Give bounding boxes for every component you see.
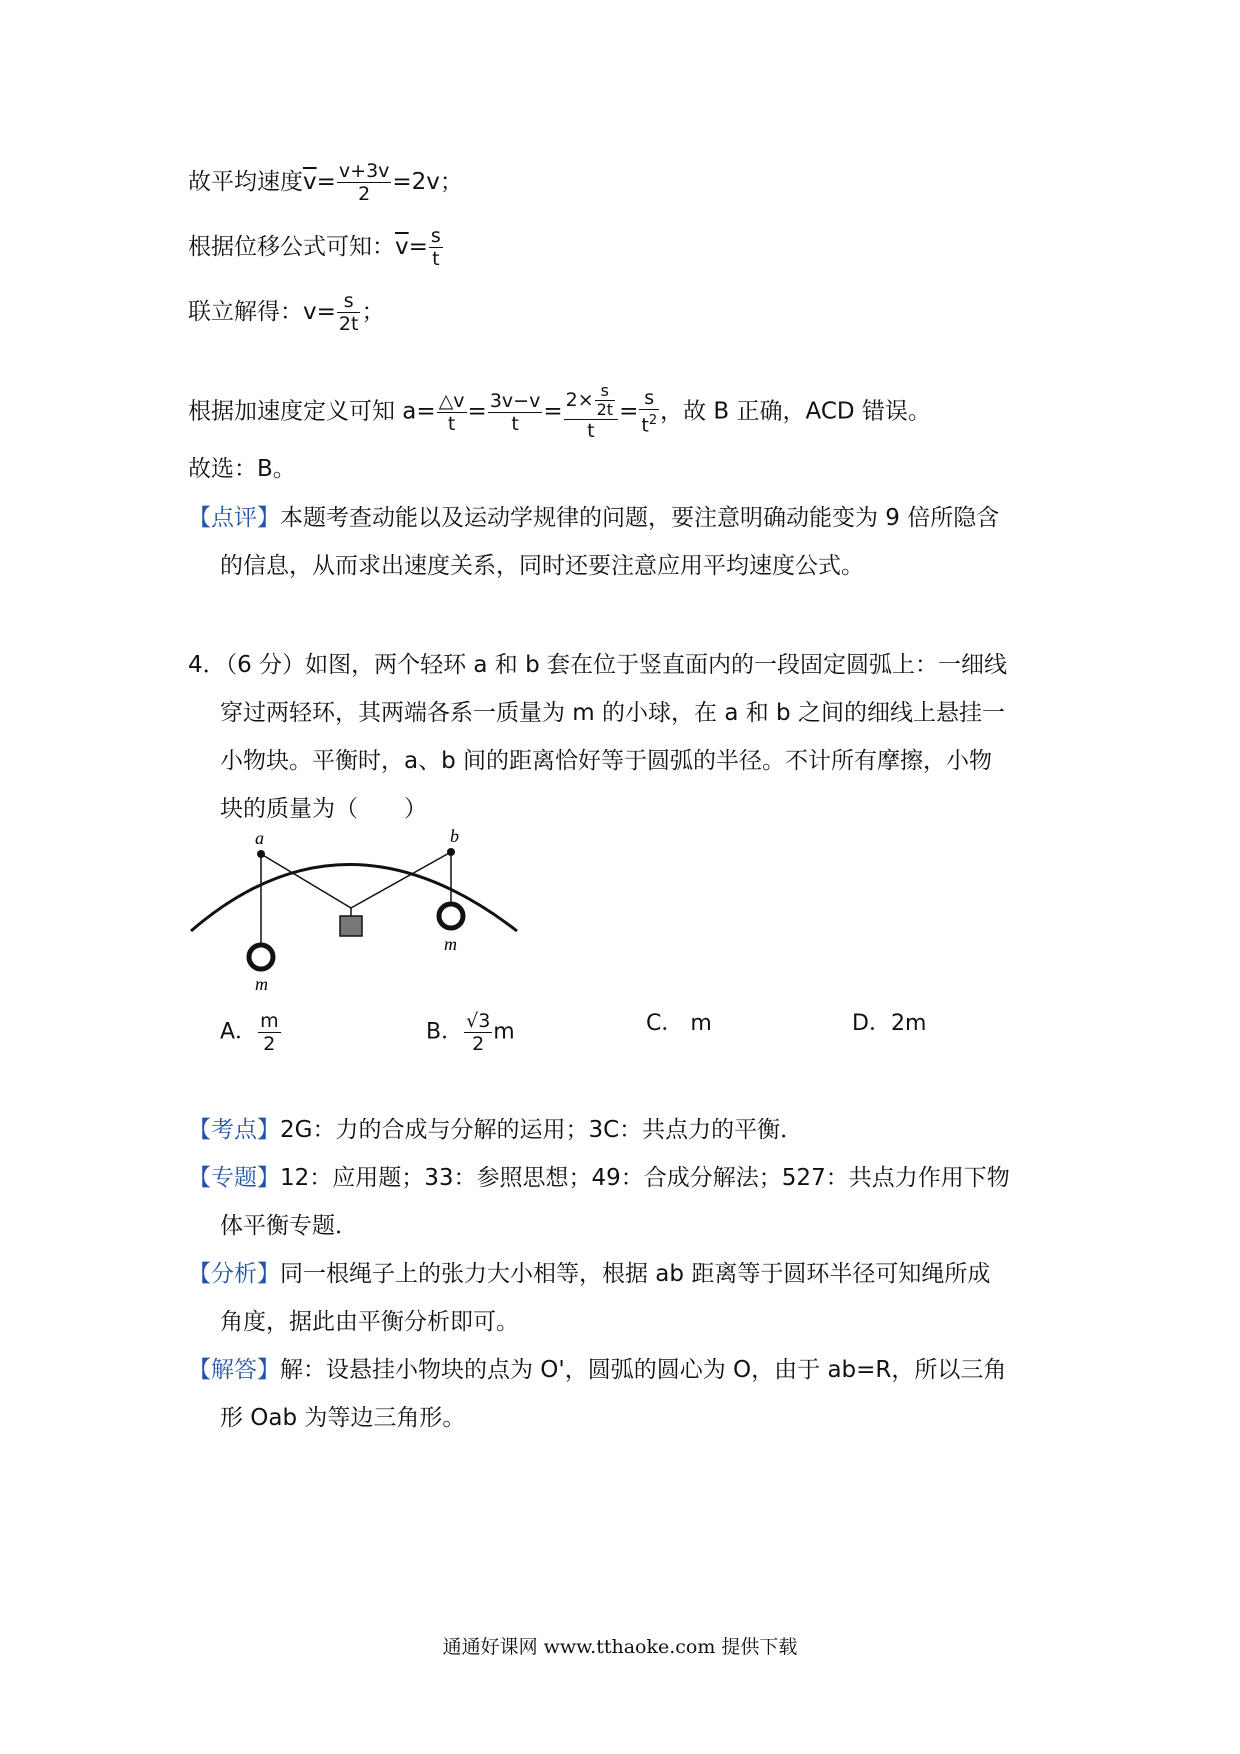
fraction: $\frac{s}{t^2}$	[641, 387, 658, 437]
comment-line-1: 【点评】本题考查动能以及运动学规律的问题，要注意明确动能变为 9 倍所隐含	[188, 505, 1000, 531]
fraction: $\frac{3v-v}{t}$	[489, 389, 541, 435]
block	[340, 916, 362, 936]
question-line-3: 小物块。平衡时，a、b 间的距离恰好等于圆弧的半径。不计所有摩擦，小物	[220, 748, 993, 774]
fenxi-line-2: 角度，据此由平衡分析即可。	[220, 1309, 519, 1335]
fraction: $\frac{√3}{2}$	[466, 1010, 491, 1055]
kaodian-line: 【考点】2G：力的合成与分解的运用；3C：共点力的平衡．	[188, 1117, 804, 1143]
option-a: A． $\frac{m}{2}$	[220, 1010, 279, 1055]
string-mid-right	[351, 852, 451, 908]
jieda-line-2: 形 Oab 为等边三角形。	[220, 1405, 466, 1431]
footer: 通通好课网 www.tthaoke.com 提供下载	[442, 1636, 798, 1658]
ball-right	[439, 904, 463, 928]
fenxi-line-1: 【分析】同一根绳子上的张力大小相等，根据 ab 距离等于圆环半径可知绳所成	[188, 1261, 991, 1287]
label-a: a	[255, 828, 264, 848]
fraction: $\frac{v+3v}{2}$	[338, 160, 390, 205]
comment-tag: 【点评】	[188, 505, 280, 531]
fraction: $\frac{s}{t}$	[430, 225, 441, 270]
kaodian-tag: 【考点】	[188, 1117, 280, 1143]
arc-rings-figure	[185, 828, 525, 1000]
option-c: C． m	[646, 1011, 712, 1036]
label-m-left: m	[255, 974, 268, 994]
fraction: $\frac{\triangle v}{t}$	[438, 389, 465, 435]
option-b: B． $\frac{√3}{2}$ m	[426, 1010, 515, 1055]
jieda-line-1: 【解答】解：设悬挂小物块的点为 O'，圆弧的圆心为 O，由于 ab=R，所以三角	[188, 1357, 1007, 1383]
jieda-tag: 【解答】	[188, 1357, 280, 1383]
avg-velocity-line: 故平均速度$\overline{v}=$ $\frac{v+3v}{2}$ =2v；	[188, 160, 463, 205]
fraction: $\frac{s}{2t}$	[338, 290, 359, 335]
displacement-line: 根据位移公式可知：$\overline{v}=$ $\frac{s}{t}$	[188, 225, 441, 270]
question-line-2: 穿过两轻环，其两端各系一质量为 m 的小球，在 a 和 b 之间的细线上悬挂一	[220, 700, 1005, 726]
solve-line: 联立解得：v= $\frac{s}{2t}$ ；	[188, 290, 385, 335]
answer-choice: 故选：B。	[188, 456, 296, 482]
fraction: $\frac{m}{2}$	[260, 1010, 279, 1055]
zhuanti-line-2: 体平衡专题．	[220, 1213, 358, 1239]
ball-left	[249, 945, 273, 969]
zhuanti-tag: 【专题】	[188, 1165, 280, 1191]
label-b: b	[450, 828, 459, 846]
comment-line-2: 的信息，从而求出速度关系，同时还要注意应用平均速度公式。	[220, 553, 864, 579]
question-line-4: 块的质量为（ ）	[220, 796, 427, 822]
option-d: D．2m	[852, 1011, 927, 1036]
fenxi-tag: 【分析】	[188, 1261, 280, 1287]
acceleration-line: 根据加速度定义可知 a= $\frac{\triangle v}{t}$ = $\frac{3v-v}{t}$ = 2× $\frac{s}{2t}$ t = $\frac{s}{t^2}$ ，故 B 正确，ACD 错误。	[188, 381, 931, 442]
label-m-right: m	[444, 934, 457, 954]
string-mid-left	[261, 854, 351, 908]
zhuanti-line-1: 【专题】12：应用题；33：参照思想；49：合成分解法；527：共点力作用下物	[188, 1165, 1010, 1191]
question-line-1: 4．（6 分）如图，两个轻环 a 和 b 套在位于竖直面内的一段固定圆弧上：一细线	[188, 652, 1008, 678]
fraction: 2× $\frac{s}{2t}$ t	[564, 382, 618, 442]
